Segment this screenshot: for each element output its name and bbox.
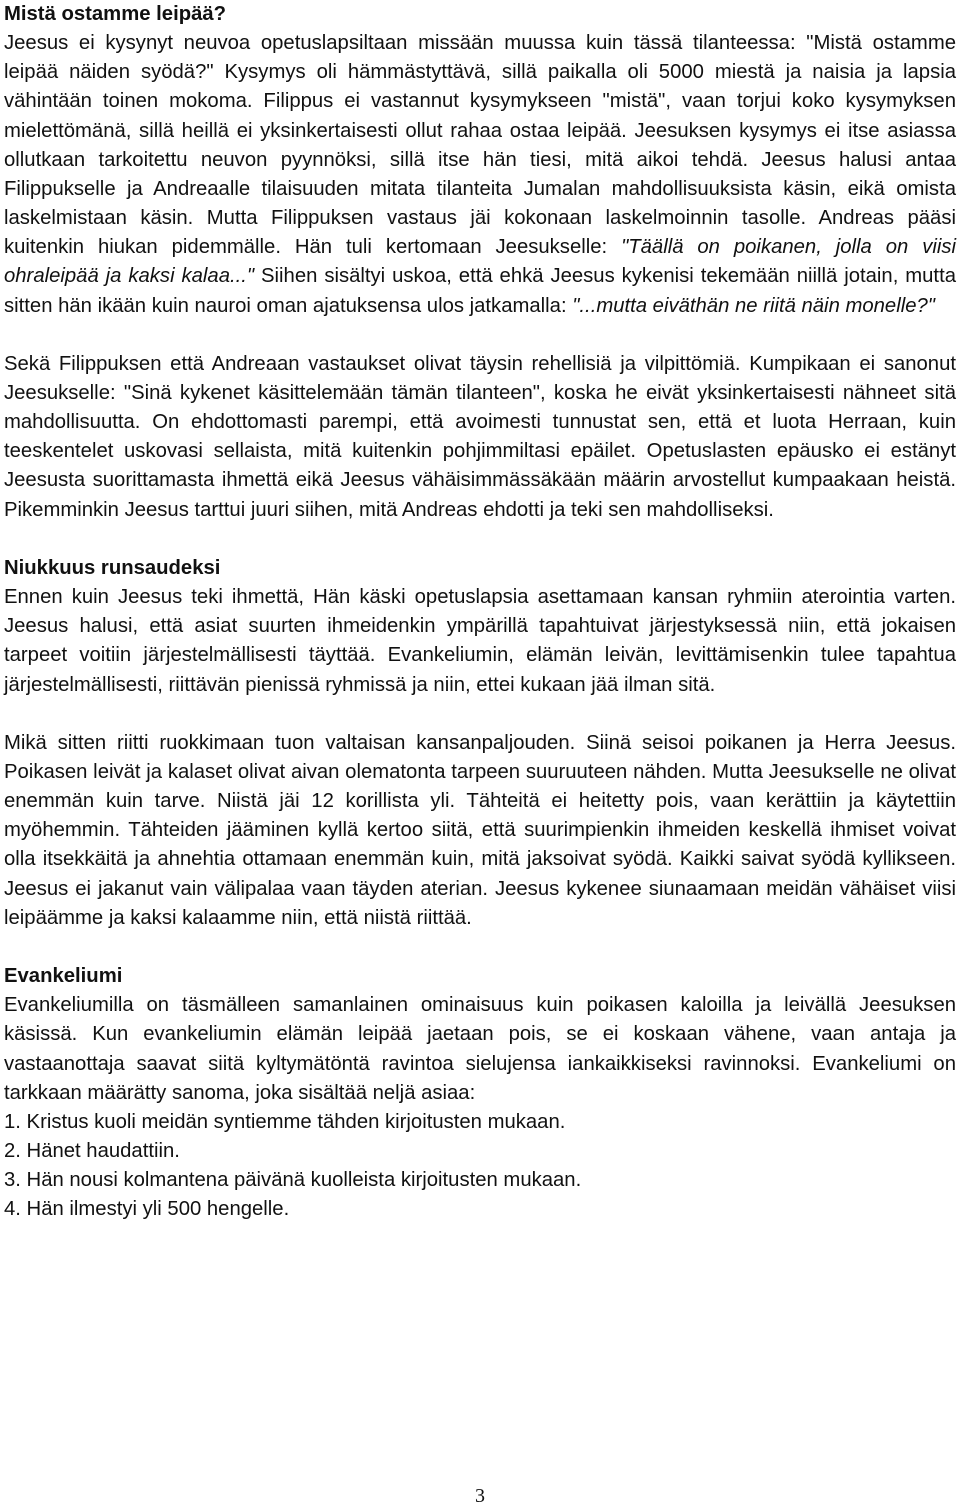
- section-heading: Evankeliumi: [4, 965, 123, 988]
- section-bread: [4, 0, 956, 525]
- list-item: 4. Hän ilmestyi yli 500 hengelle.: [4, 1198, 290, 1221]
- body-paragraph: Mikä sitten riitti ruokkimaan tuon valtaisan kansanpaljouden. Siinä seisoi poikanen ja Herra Jeesus. Poikasen leivät ja kalaset olivat aivan olematonta tarpeen suuruuteen nähden. Mutta Jeesukselle ne olivat enemmän kuin tarve. Niistä jäi 12 korillista yli. Tähteitä ei heitetty pois, vaan kerättiin ja käytettiin myöhemmin. Tähteiden jääminen kyllä kertoo siitä, että suurimpienkin ihmeiden keskellä ihmiset voivat olla itsekkäitä ja ahnehtia ottamaan enemmän kuin, mitä jaksoivat syödä. Kaikki saivat syödä kyllikseen. Jeesus ei jakanut vain välipalaa vaan täyden aterian. Jeesus kykenee siunaamaan meidän vähäiset viisi leipäämme ja kaksi kalaamme niin, että niistä riittää.: [4, 731, 956, 929]
- section-heading: Niukkuus runsaudeksi: [4, 556, 221, 579]
- list-item: 3. Hän nousi kolmantena päivänä kuolleista kirjoitusten mukaan.: [4, 1169, 582, 1192]
- body-paragraph: Ennen kuin Jeesus teki ihmettä, Hän käski opetuslapsia asettamaan kansan ryhmiin aterointia varten. Jeesus halusi, että asiat suurten ihmeidenkin ympärillä tapahtuivat järjestyksessä niin, että jokaisen tarpeet voitiin järjestelmällisesti täyttää. Evankeliumin, elämän leivän, levittämisenkin tulee tapahtua järjestelmällisesti, riittävän pienissä ryhmissä ja niin, ettei kukaan jää ilman sitä.: [4, 586, 956, 696]
- page-number: 3: [475, 1485, 485, 1507]
- list-item: 2. Hänet haudattiin.: [4, 1140, 180, 1163]
- section-heading: Mistä ostamme leipää?: [4, 3, 227, 25]
- quote: "Täällä on poikanen, jolla on viisi ohraleipää ja kaksi kalaa...": [4, 236, 956, 288]
- body-paragraph: Jeesus ei kysynyt neuvoa opetuslapsiltaan missään muussa kuin tässä tilanteessa: "Mistä ostamme leipää näiden syödä?" Kysymys oli hämmästyttävä, sillä paikalla oli 5000 miestä ja naisia ja lapsia vähintään toinen mokoma. Filippus ei vastannut kysymykseen "mistä", vaan torjui koko kysymyksen mielettömänä, sillä heillä ei yksinkertaisesti ollut rahaa ostaa leipää. Jeesuksen kysymys ei itse asiassa ollutkaan tarkoitettu neuvon pyynnöksi, sillä itse hän tiesi, mitä aikoi tehdä. Jeesus halusi antaa Filippukselle ja Andreaalle tilaisuuden mitata tilanteita Jumalan mahdollisuuksista käsin, eikä omista laskelmistaan käsin. Mutta Filippuksen vastaus jäi kokonaan laskelmoinnin tasolle. Andreas pääsi kuitenkin hiukan pidemmälle. Hän tuli kertomaan Jeesukselle: "Täällä on poikanen, jolla on viisi ohraleipää ja kaksi kalaa..." Siihen sisältyi uskoa, että ehkä Jeesus kykenisi tekemään niillä jotain, mutta sitten hän ikään kuin nauroi oman ajatuksensa ulos jatkamalla: "...mutta eiväthän ne riitä näin monelle?": [4, 32, 956, 317]
- section-gospel: [4, 962, 956, 1224]
- document-page: [4, 0, 956, 1225]
- list-item: 1. Kristus kuoli meidän syntiemme tähden kirjoitusten mukaan.: [4, 1110, 566, 1133]
- section-scarcity: [4, 554, 956, 933]
- body-paragraph: Sekä Filippuksen että Andreaan vastaukset olivat täysin rehellisiä ja vilpittömiä. Kumpikaan ei sanonut Jeesukselle: "Sinä kykenet käsittelemään tämän tilanteen", koska he eivät yksinkertaisesti nähneet sitä mahdollisuutta. On ehdottomasti parempi, että avoimesti tunnustat sen, että et luota Herraan, kuin teeskentelet uskovasi sellaista, mitä kuitenkin pohjimmiltasi epäilet. Opetuslasten epäusko ei estänyt Jeesusta suorittamasta ihmettä eikä Jeesus vähäisimmässäkään määrin arvostellut kumpaakaan heistä. Pikemminkin Jeesus tarttui juuri siihen, mitä Andreas ehdotti ja teki sen mahdolliseksi.: [4, 352, 956, 521]
- body-paragraph: Evankeliumilla on täsmälleen samanlainen ominaisuus kuin poikasen kaloilla ja leivällä Jeesuksen käsissä. Kun evankeliumin elämän leipää jaetaan pois, se ei koskaan vähene, vaan antaja ja vastaanottaja saavat siitä kyltymätöntä ravintoa sielujensa iankaikkiseksi ravinnoksi. Evankeliumi on tarkkaan määrätty sanoma, joka sisältää neljä asiaa:: [4, 994, 956, 1104]
- quote: "...mutta eiväthän ne riitä näin monelle?": [572, 294, 935, 317]
